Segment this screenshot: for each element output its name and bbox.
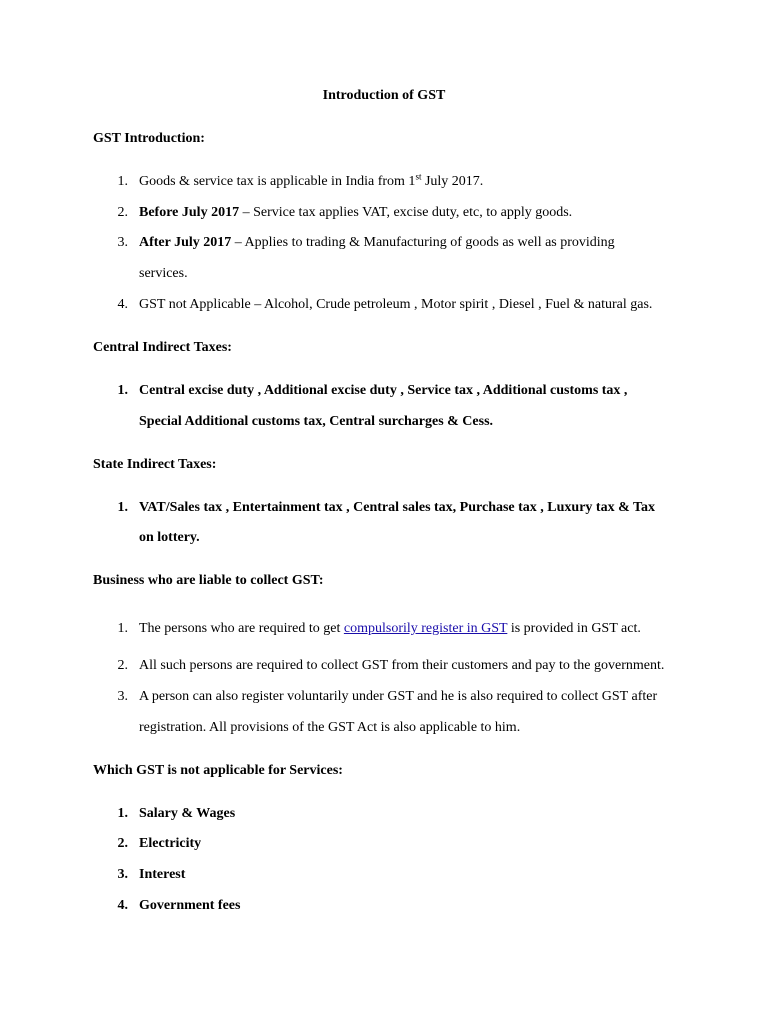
list-item-number: 2. bbox=[117, 658, 128, 673]
list-item-text: Salary & Wages bbox=[139, 806, 236, 821]
list-item bbox=[139, 173, 483, 191]
document-title: Introduction of GST bbox=[322, 88, 446, 103]
list-item-bold-label: Before July 2017 bbox=[139, 205, 240, 220]
list-item-continuation: on lottery. bbox=[139, 530, 200, 545]
list-item-text: Government fees bbox=[139, 898, 241, 913]
list-item-text: A person can also register voluntarily under GST and he is also required to collect GST after bbox=[139, 689, 658, 704]
list-item-text: GST not Applicable – Alcohol, Crude petroleum , Motor spirit , Diesel , Fuel & natural gas. bbox=[139, 297, 653, 312]
list-item-text: – Service tax applies VAT, excise duty, etc, to apply goods. bbox=[239, 205, 573, 220]
list-item-continuation: services. bbox=[139, 266, 188, 281]
list-item-text: July 2017. bbox=[421, 174, 484, 189]
list-item-text: All such persons are required to collect GST from their customers and pay to the government. bbox=[139, 658, 665, 673]
list-item-text: Central excise duty , Additional excise duty , Service tax , Additional customs tax , bbox=[139, 383, 628, 398]
list-item-text: Electricity bbox=[139, 836, 202, 851]
list-item-text: Goods & service tax is applicable in India from 1 bbox=[139, 174, 416, 189]
list-item-number: 3. bbox=[117, 689, 128, 704]
list-item-continuation: Special Additional customs tax, Central surcharges & Cess. bbox=[139, 414, 494, 429]
list-item-number: 1. bbox=[117, 383, 128, 398]
list-item-text: VAT/Sales tax , Entertainment tax , Central sales tax, Purchase tax , Luxury tax & Tax bbox=[139, 500, 656, 515]
list-item-number: 1. bbox=[117, 806, 128, 821]
list-item-number: 1. bbox=[117, 500, 128, 515]
list-item bbox=[139, 234, 615, 252]
list-item-continuation: registration. All provisions of the GST Act is also applicable to him. bbox=[139, 720, 521, 735]
list-item-text: Interest bbox=[139, 867, 186, 882]
compulsory-registration-link[interactable]: compulsorily register in GST bbox=[343, 621, 508, 636]
list-item-text: The persons who are required to get bbox=[139, 621, 344, 636]
section-heading-business-liable: Business who are liable to collect GST: bbox=[93, 573, 324, 588]
list-item-number: 1. bbox=[117, 174, 128, 189]
list-item-number: 2. bbox=[117, 836, 128, 851]
section-heading-state-indirect-taxes: State Indirect Taxes: bbox=[93, 457, 217, 472]
section-heading-central-indirect-taxes: Central Indirect Taxes: bbox=[93, 340, 232, 355]
ordinal-suffix: st bbox=[415, 171, 422, 182]
list-item-text: – Applies to trading & Manufacturing of goods as well as providing bbox=[231, 235, 615, 250]
section-heading-gst-introduction: GST Introduction: bbox=[93, 131, 205, 146]
list-item bbox=[139, 620, 641, 638]
section-heading-gst-not-applicable-services: Which GST is not applicable for Services: bbox=[93, 763, 343, 778]
list-item-number: 3. bbox=[117, 235, 128, 250]
list-item bbox=[139, 204, 572, 222]
list-item-number: 1. bbox=[117, 621, 128, 636]
list-item-number: 4. bbox=[117, 898, 128, 913]
list-item-number: 4. bbox=[117, 297, 128, 312]
list-item-text: is provided in GST act. bbox=[507, 621, 641, 636]
list-item-number: 2. bbox=[117, 205, 128, 220]
list-item-bold-label: After July 2017 bbox=[139, 235, 232, 250]
list-item-number: 3. bbox=[117, 867, 128, 882]
